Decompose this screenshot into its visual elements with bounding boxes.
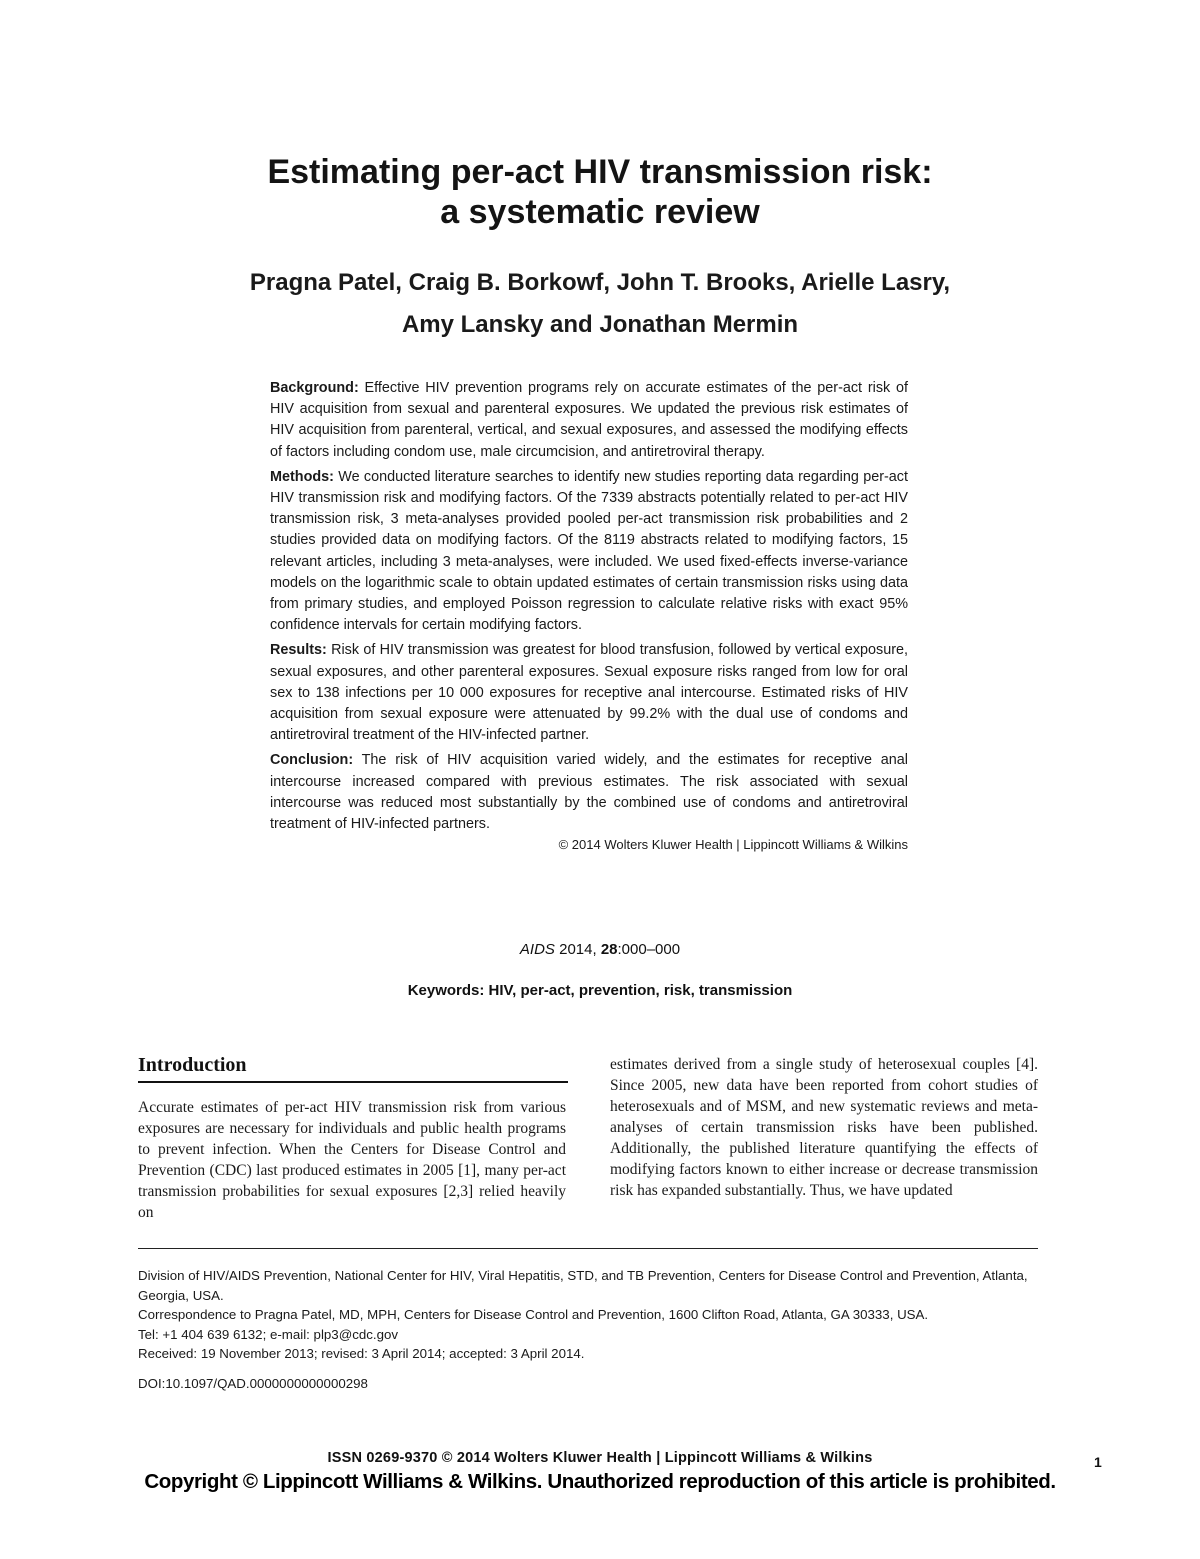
introduction-right-column: estimates derived from a single study of heterosexual couples [4]. Since 2005, new data have been reported from cohort studies of heterosexuals and of MSM, and new systematic reviews and meta-analyses of certain transmission risks have been published. Additionally, the published literature quantifying the effects of modifying factors known to either increase or decrease transmission risk has expanded substantially. Thus, we have updated: [610, 1056, 1038, 1199]
abstract-results: [270, 640, 908, 746]
abstract-conclusion: [270, 750, 908, 835]
methods-label: Methods:: [270, 468, 334, 485]
footnotes: [138, 1266, 1038, 1393]
footnote-contact: Tel: +1 404 639 6132; e-mail: plp3@cdc.gov: [138, 1326, 399, 1342]
citation-pages: :000–000: [617, 941, 681, 958]
journal-citation: [270, 940, 930, 960]
abstract-methods: [270, 467, 908, 637]
background-text: Effective HIV prevention programs rely on accurate estimates of the per-act risk of HIV acquisition from sexual and parenteral exposures. We updated the previous risk estimates of HIV acquisition from parenteral, vertical, and sexual exposures, and assessed the modifying effects of factors including condom use, male circumcision, and antiretroviral therapy.: [270, 380, 909, 460]
issn-footer: ISSN 0269-9370 © 2014 Wolters Kluwer Health | Lippincott Williams & Wilkins: [327, 1450, 873, 1466]
conclusion-text: The risk of HIV acquisition varied widely, and the estimates for receptive anal intercourse increased compared with previous estimates. The risk associated with sexual intercourse was reduced most substantially by the combined use of condoms and antiretroviral treatment of HIV-infected partners.: [270, 752, 908, 833]
footnote-doi: DOI:10.1097/QAD.0000000000000298: [138, 1375, 368, 1391]
abstract-copyright: © 2014 Wolters Kluwer Health | Lippincott Williams & Wilkins: [558, 837, 908, 853]
title-line-1: Estimating per-act HIV transmission risk:: [267, 153, 933, 191]
page-number: 1: [1094, 1454, 1102, 1470]
title-line-2: a systematic review: [440, 193, 760, 231]
authors-line-2: Amy Lansky and Jonathan Mermin: [401, 311, 799, 338]
citation-year: 2014,: [554, 941, 601, 958]
footnote-divider: [138, 1248, 1038, 1249]
methods-text: We conducted literature searches to identify new studies reporting data regarding per-act HIV transmission risk and modifying factors. Of the 7339 abstracts potentially related to per-act HIV transmission risk, 3 meta-analyses provided pooled per-act transmission risk probabilities and 2 studies provided data on modifying factors. Of the 8119 abstracts related to modifying factors, 15 relevant articles, including 3 meta-analyses, were included. We used fixed-effects inverse-variance models on the logarithmic scale to obtain updated estimates of certain transmission risks using data from primary studies, and employed Poisson regression to calculate relative risks with exact 95% confidence intervals for certain modifying factors.: [270, 468, 908, 634]
abstract-background: [270, 378, 908, 463]
introduction-left-column: Accurate estimates of per-act HIV transmission risk from various exposures are necessary for individuals and public health programs to prevent infection. When the Centers for Disease Control and Prevention (CDC) last produced estimates in 2005 [1], many per-act transmission probabilities for sexual exposures [2,3] relied heavily on: [138, 1099, 566, 1221]
background-label: Background:: [270, 380, 359, 396]
keywords: Keywords: HIV, per-act, prevention, risk, transmission: [407, 982, 793, 999]
results-text: Risk of HIV transmission was greatest for blood transfusion, followed by vertical exposure, sexual exposures, and other parenteral exposures. Sexual exposure risks ranged from low for oral sex to 138 infections per 10 000 exposures for receptive anal intercourse. Estimated risks of HIV acquisition from sexual exposure were attenuated by 99.2% with the dual use of condoms and antiretroviral treatment of the HIV-infected partner.: [270, 642, 909, 744]
citation-journal: AIDS: [519, 941, 555, 958]
citation-volume: 28: [600, 941, 618, 958]
abstract: [270, 378, 908, 855]
article-title: [100, 152, 1100, 232]
copyright-banner: Copyright © Lippincott Williams & Wilkins. Unauthorized reproduction of this article is prohibited.: [144, 1470, 1056, 1493]
results-label: Results:: [270, 642, 327, 659]
authors-line-1: Pragna Patel, Craig B. Borkowf, John T. Brooks, Arielle Lasry,: [249, 269, 951, 296]
conclusion-label: Conclusion:: [270, 752, 354, 769]
footnote-affiliation: Division of HIV/AIDS Prevention, National Center for HIV, Viral Hepatitis, STD, and TB Prevention, Centers for Disease Control and Prevention, Atlanta, Georgia, USA.: [138, 1268, 1028, 1303]
footnote-dates: Received: 19 November 2013; revised: 3 April 2014; accepted: 3 April 2014.: [138, 1346, 585, 1361]
introduction-heading: Introduction: [138, 1052, 568, 1083]
author-list: [100, 262, 1100, 346]
footnote-correspondence: Correspondence to Pragna Patel, MD, MPH, Centers for Disease Control and Prevention, 1600 Clifton Road, Atlanta, GA 30333, USA.: [138, 1307, 929, 1322]
